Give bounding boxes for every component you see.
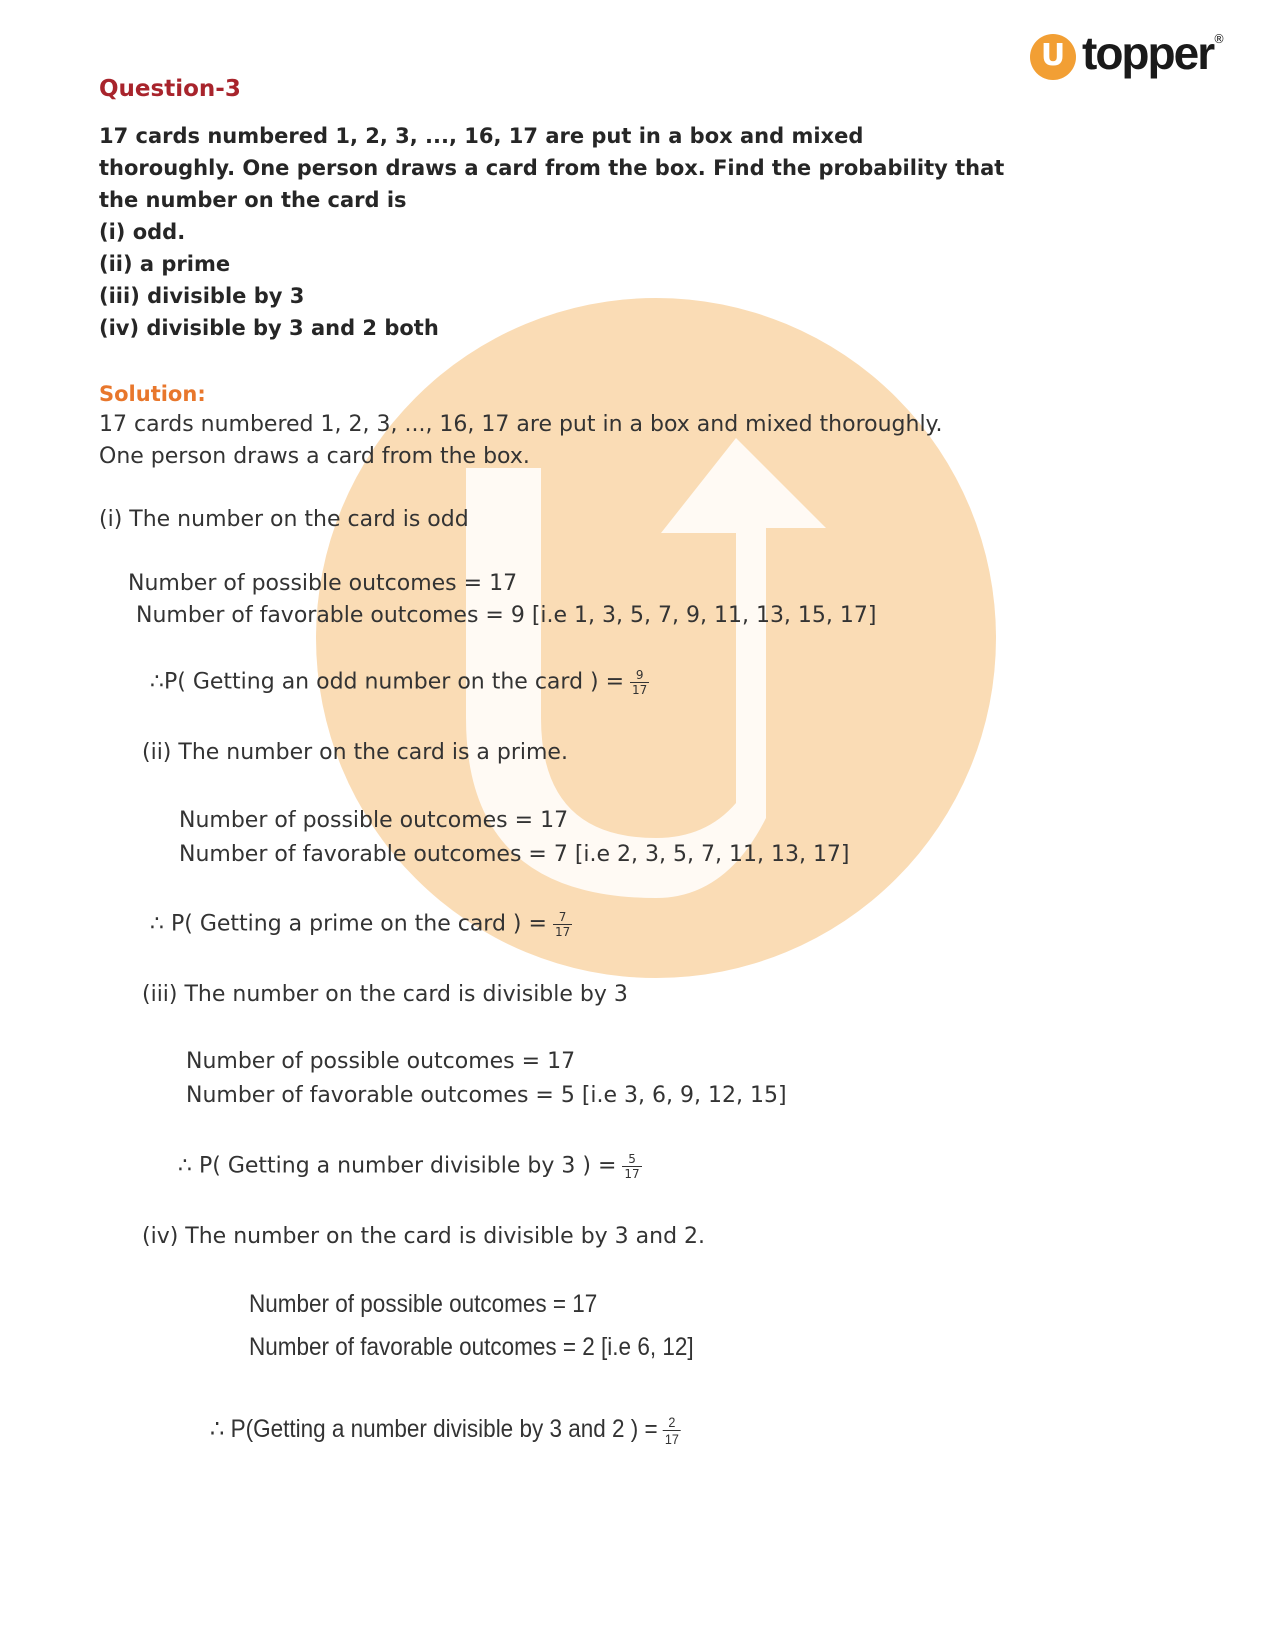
fraction: $\frac{5}{17}$ (624, 1152, 640, 1181)
question-line: thoroughly. One person draws a card from the box. Find the probability that (99, 156, 1005, 180)
probability-result: ∴ P( Getting a prime on the card ) = $\frac{7}{17}$ (150, 910, 571, 939)
question-option-iv: (iv) divisible by 3 and 2 both (99, 316, 439, 340)
possible-outcomes: Number of possible outcomes = 17 (128, 571, 518, 596)
question-option-ii: (ii) a prime (99, 252, 231, 276)
logo-wordmark: topper (1082, 27, 1214, 79)
probability-result: ∴P( Getting an odd number on the card ) = $\frac{9}{17}$ (150, 668, 648, 697)
fraction: $\frac{9}{17}$ (632, 668, 648, 697)
question-line: the number on the card is (99, 188, 407, 212)
possible-outcomes: Number of possible outcomes = 17 (186, 1049, 576, 1074)
registered-mark: ® (1213, 32, 1225, 46)
part-heading: (iii) The number on the card is divisible by 3 (142, 982, 628, 1007)
fraction: $\frac{7}{17}$ (554, 910, 571, 939)
solution-title: Solution: (99, 382, 206, 406)
probability-result: ∴ P( Getting a number divisible by 3 ) = $\frac{5}{17}$ (178, 1152, 640, 1181)
question-title: Question-3 (99, 76, 241, 102)
question-line: 17 cards numbered 1, 2, 3, ..., 16, 17 are put in a box and mixed (99, 124, 864, 148)
part-heading: (ii) The number on the card is a prime. (142, 740, 568, 765)
favorable-outcomes: Number of favorable outcomes = 5 [i.e 3, 6, 9, 12, 15] (186, 1083, 787, 1108)
solution-intro: 17 cards numbered 1, 2, 3, ..., 16, 17 are put in a box and mixed thoroughly. (99, 412, 943, 437)
probability-result: ∴ P(Getting a number divisible by 3 and 2 ) = $\frac{2}{17}$ (210, 1414, 679, 1447)
favorable-outcomes: Number of favorable outcomes = 9 [i.e 1, 3, 5, 7, 9, 11, 13, 15, 17] (136, 603, 877, 628)
logo-u-icon: U (1030, 34, 1076, 80)
part-heading: (iv) The number on the card is divisible by 3 and 2. (142, 1224, 706, 1249)
question-option-iii: (iii) divisible by 3 (99, 284, 305, 308)
solution-intro: One person draws a card from the box. (99, 444, 530, 469)
possible-outcomes: Number of possible outcomes = 17 (249, 1290, 598, 1318)
brand-logo (1030, 27, 1230, 90)
favorable-outcomes: Number of favorable outcomes = 2 [i.e 6, 12] (249, 1333, 694, 1361)
possible-outcomes: Number of possible outcomes = 17 (179, 808, 569, 833)
favorable-outcomes: Number of favorable outcomes = 7 [i.e 2, 3, 5, 7, 11, 13, 17] (179, 842, 850, 867)
question-option-i: (i) odd. (99, 220, 186, 244)
part-heading: (i) The number on the card is odd (99, 507, 469, 532)
fraction: $\frac{2}{17}$ (664, 1414, 679, 1447)
